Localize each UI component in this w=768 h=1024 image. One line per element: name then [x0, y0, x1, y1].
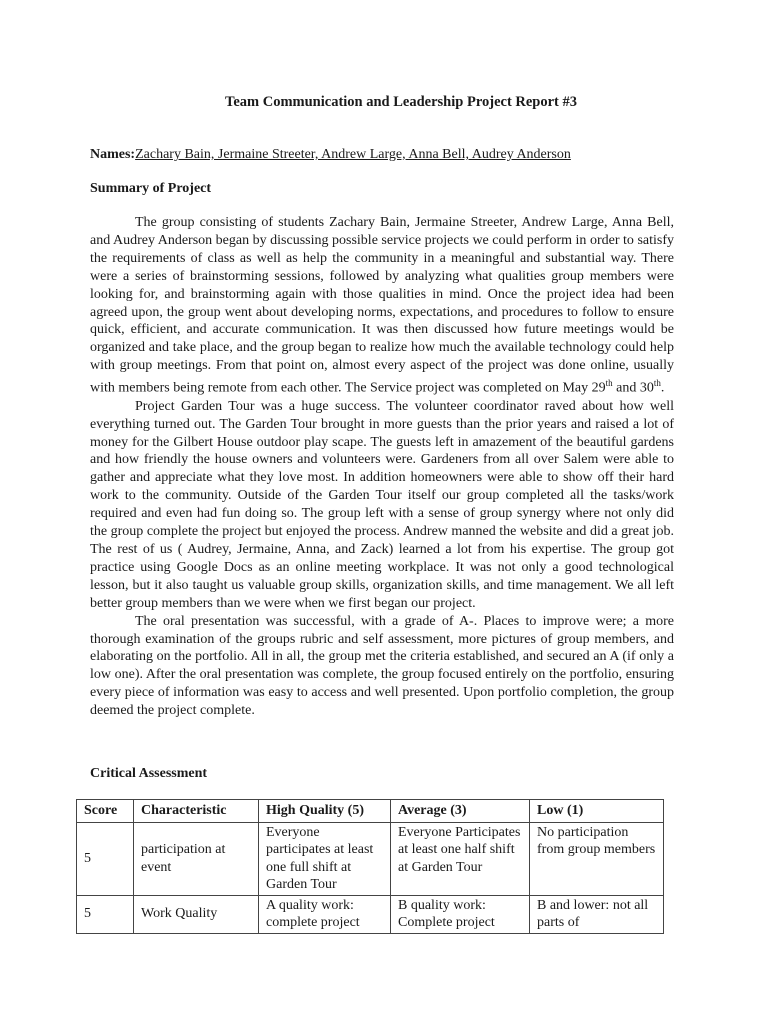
assessment-table [76, 799, 664, 934]
header-average: Average (3) [391, 800, 530, 823]
cell-high-quality-text: A quality work: complete project [266, 897, 360, 930]
paragraph-1 [90, 214, 674, 398]
critical-assessment-heading: Critical Assessment [90, 766, 208, 781]
header-low: Low (1) [530, 800, 664, 823]
cell-characteristic: Work Quality [134, 895, 259, 933]
paragraph-1-text: The group consisting of students Zachary Bain, Jermaine Streeter, Andrew Large, Anna Bell, and Audrey Anderson began by discussing possible service projects we could perform in order to satisfy the requirements of class as well as help the community in a meaningful and substantial way. There were a series of brainstorming sessions, followed by analyzing what qualities group members were looking for, and brainstorming again with those qualities in mind. Once the project idea had been agreed upon, the group went about developing norms, expectations, and procedures to follow to ensure quick, efficient, and accurate communication. It was then discussed how future meetings would be organized and take place, and the group began to realize how much the available technology could help with group meetings. From that point on, almost every aspect of the project was done online, usually with members being remote from each other. The Service project was completed on May [90, 215, 674, 396]
header-score: Score [77, 800, 134, 823]
header-high-quality: High Quality (5) [259, 800, 391, 823]
cell-high-quality [259, 895, 391, 933]
header-characteristic: Characteristic [134, 800, 259, 823]
cell-score: 5 [77, 822, 134, 895]
paragraph-2: Project Garden Tour was a huge success. The volunteer coordinator raved about how well everything turned out. The Garden Tour brought in more guests than the prior years and raised a lot of money for the Gilbert House outdoor play scape. The guests left in amazement of the beautiful gardens and how friendly the house owners and volunteers were. Gardeners from all over Salem were able to gather and appreciate what they love most. In addition homeowners were able to show off their hard work to the community. Outside of the Garden Tour itself our group completed all the tasks/work required and even had fun doing so. The group left with a sense of group synergy where not only did the group complete the project but enjoyed the process. Andrew manned the website and did a great job. The rest of us ( Audrey, Jermaine, Anna, and Zack) learned a lot from his expertise. The group got practice using Google Docs as an online meeting workplace. It was not only a good technological lesson, but it also taught us valuable group skills, organization skills, and time management. We all left better group members than we were when we first began our project. [90, 398, 674, 611]
cell-low [530, 895, 664, 933]
table-row [77, 895, 664, 933]
names-label: Names: [90, 147, 136, 162]
page-title: Team Communication and Leadership Project Report #3 [225, 94, 578, 110]
date-2-suffix: th [653, 378, 661, 389]
date-2: 30 [639, 380, 654, 396]
cell-average [391, 895, 530, 933]
cell-low-text: B and lower: not all parts of [537, 897, 649, 930]
table-row [77, 822, 664, 895]
names-list: Zachary Bain, Jermaine Streeter, Andrew Large, Anna Bell, Audrey Anderson [135, 147, 571, 162]
table-header-row [77, 800, 664, 823]
names-line [90, 147, 571, 163]
cell-average-text: B quality work: Complete project [398, 897, 495, 930]
paragraph-3: The oral presentation was successful, with a grade of A-. Places to improve were; a more thorough examination of the groups rubric and self assessment, more pictures of group members, and elaborating on the portfolio. All in all, the group met the criteria established, and secured an A (if only a low one). After the oral presentation was complete, the group focused entirely on the portfolio, ensuring every piece of information was easy to access and well presented. Upon portfolio completion, the group deemed the project complete. [90, 613, 674, 719]
cell-low: No participation from group members [530, 822, 664, 895]
date-1: 29 [591, 380, 606, 396]
date-and: and [612, 380, 640, 396]
date-end: . [660, 380, 665, 396]
cell-average: Everyone Participates at least one half shift at Garden Tour [391, 822, 530, 895]
cell-score: 5 [77, 895, 134, 933]
cell-high-quality: Everyone participates at least one full shift at Garden Tour [259, 822, 391, 895]
cell-characteristic: participation at event [134, 822, 259, 895]
summary-heading: Summary of Project [90, 181, 212, 196]
summary-body [90, 214, 674, 720]
date-1-suffix: th [605, 378, 613, 389]
